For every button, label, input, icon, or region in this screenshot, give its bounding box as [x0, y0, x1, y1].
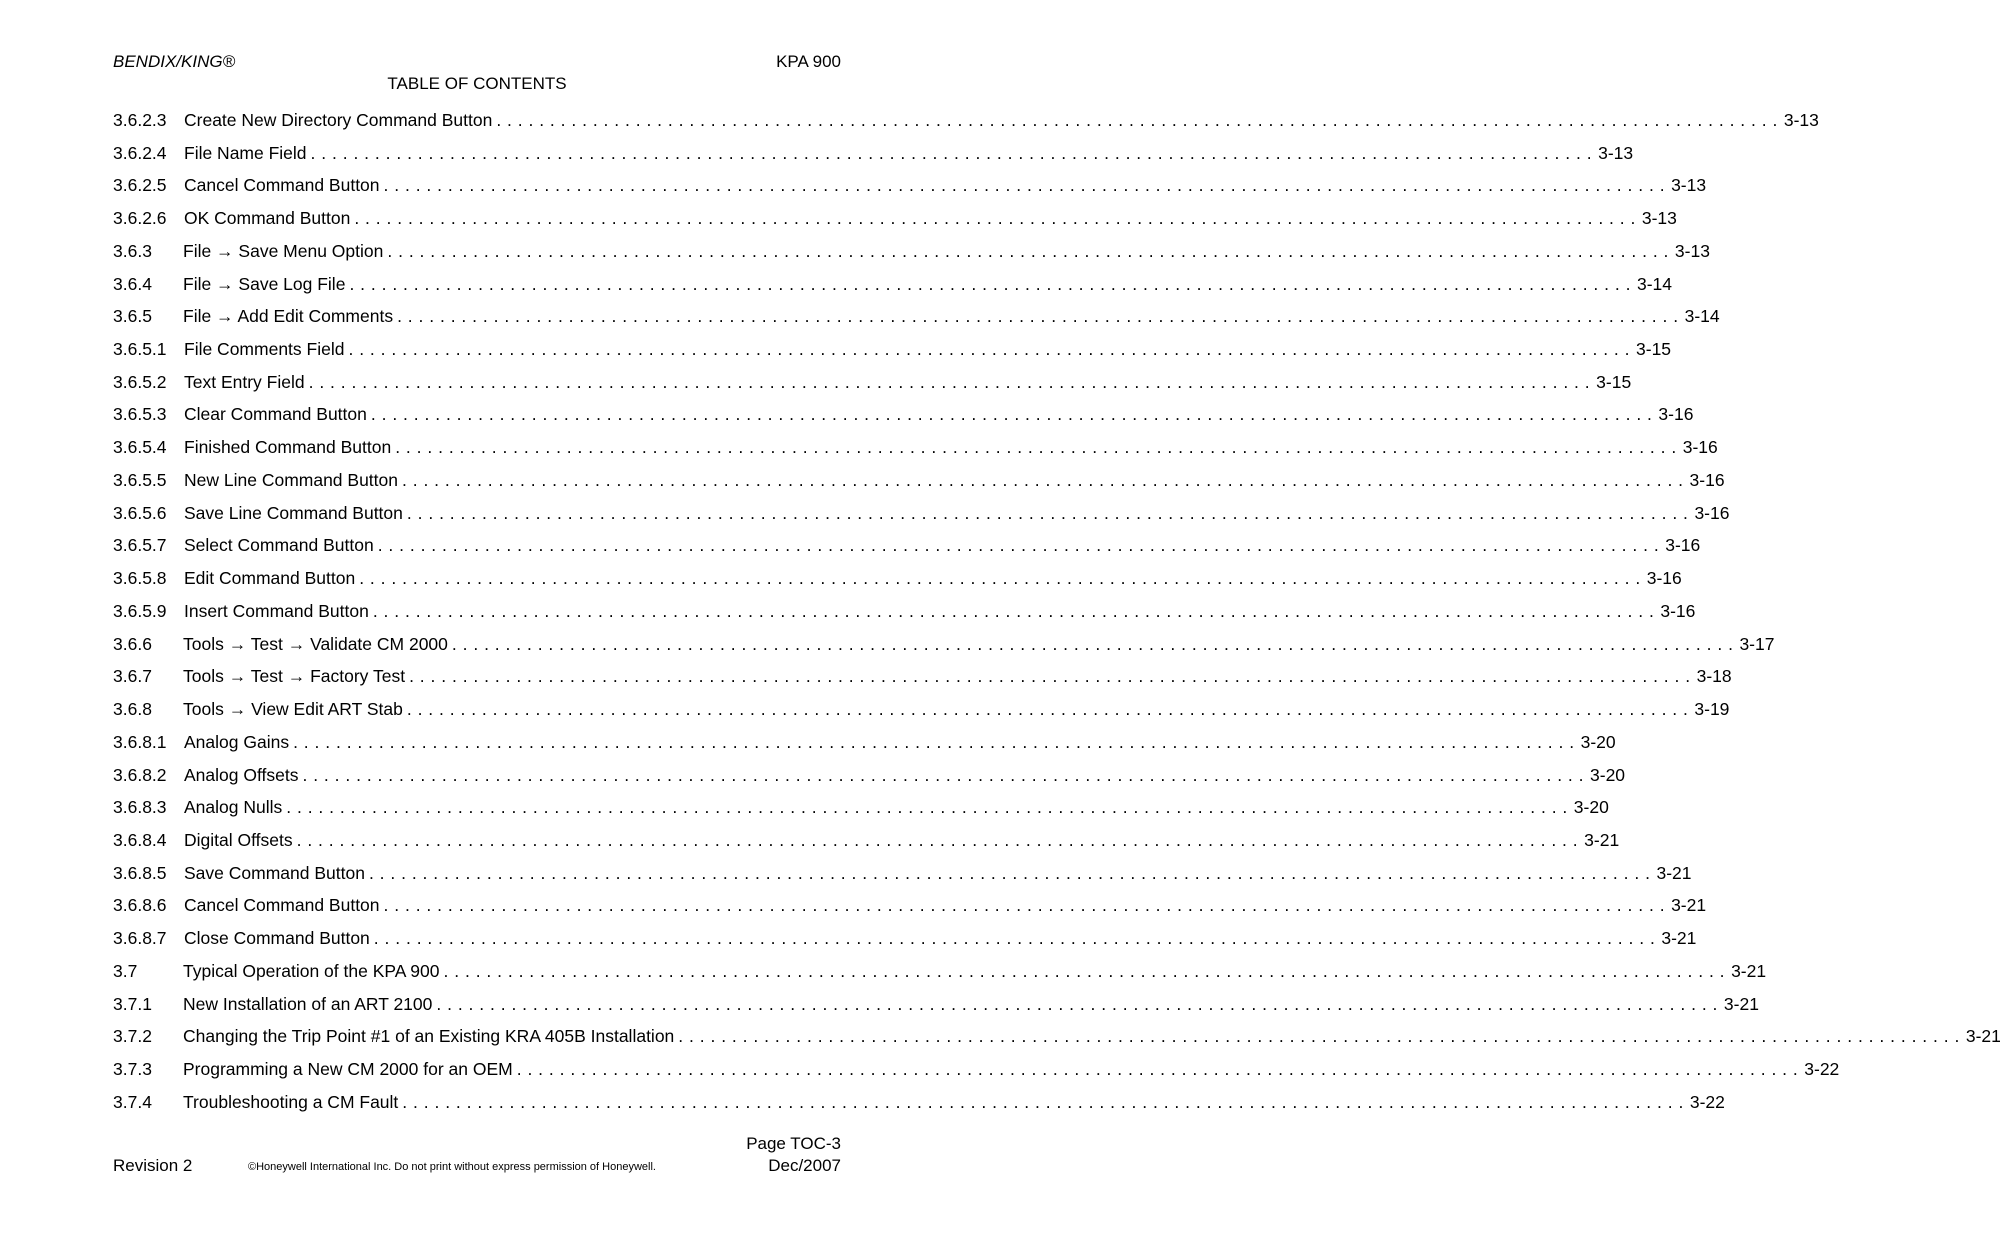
- footer-date: Dec/2007: [768, 1156, 841, 1175]
- toc-leader-dots: . . . . . . . . . . . . . . . . . . . . . . . . . . . . . . . . . . . . . . . . . . . . . . . . . . . . . . . . . . . . . . . . . . . . . . . . . . . . . . . . . . . . . . . . . . . . . . . . . . . . . . . . . . . . . . . . . . . . . . . .: [402, 1091, 1684, 1112]
- toc-entry[interactable]: [113, 955, 1767, 988]
- toc-entry-number: 3.6.5.9: [113, 600, 167, 621]
- toc-entry-number: 3.6.8.4: [113, 830, 167, 851]
- toc-entry-title: Create New Directory Command Button: [184, 109, 493, 130]
- toc-entry[interactable]: [113, 104, 1819, 137]
- toc-entry-page: 3-14: [1684, 306, 1720, 327]
- toc-entry-page: 3-17: [1739, 633, 1775, 654]
- toc-entry-page: 3-16: [1660, 600, 1696, 621]
- toc-entry-page: 3-15: [1636, 339, 1672, 359]
- toc-entry-number: 3.6.5.4: [113, 437, 167, 458]
- toc-entry-page: 3-20: [1580, 731, 1616, 752]
- footer-revision: Revision 2: [113, 1156, 193, 1175]
- toc-leader-dots: . . . . . . . . . . . . . . . . . . . . . . . . . . . . . . . . . . . . . . . . . . . . . . . . . . . . . . . . . . . . . . . . . . . . . . . . . . . . . . . . . . . . . . . . . . . . . . . . . . . . . . . . . . . . . . . . . . . . . . . .: [368, 862, 1651, 883]
- toc-entry[interactable]: [113, 890, 1707, 923]
- toc-entry-title: Close Command Button: [184, 928, 370, 949]
- toc-entry[interactable]: [113, 497, 1730, 530]
- toc-leader-dots: . . . . . . . . . . . . . . . . . . . . . . . . . . . . . . . . . . . . . . . . . . . . . . . . . . . . . . . . . . . . . . . . . . . . . . . . . . . . . . . . . . . . . . . . . . . . . . . . . . . . . . . . . . . . . . . . . . . . . . . .: [383, 175, 1666, 196]
- toc-leader-dots: . . . . . . . . . . . . . . . . . . . . . . . . . . . . . . . . . . . . . . . . . . . . . . . . . . . . . . . . . . . . . . . . . . . . . . . . . . . . . . . . . . . . . . . . . . . . . . . . . . . . . . . . . . . . . . . . . . . . . . . .: [397, 306, 1679, 327]
- toc-entry[interactable]: [113, 922, 1697, 955]
- toc-entry-page: 3-21: [1723, 993, 1759, 1014]
- toc-entry-number: 3.6.5: [113, 306, 152, 327]
- toc-entry-number: 3.6.3: [113, 240, 152, 261]
- toc-entry[interactable]: [113, 1053, 1840, 1086]
- toc-entry[interactable]: [113, 693, 1730, 726]
- toc-entry[interactable]: [113, 791, 1609, 824]
- toc-entry-number: 3.6.8.5: [113, 862, 167, 883]
- toc-entry-number: 3.7.3: [113, 1059, 152, 1080]
- toc-leader-dots: . . . . . . . . . . . . . . . . . . . . . . . . . . . . . . . . . . . . . . . . . . . . . . . . . . . . . . . . . . . . . . . . . . . . . . . . . . . . . . . . . . . . . . . . . . . . . . . . . . . . . . . . . . . . . . . . . . . . . . . .: [383, 895, 1666, 916]
- toc-entry-page: 3-19: [1694, 699, 1730, 720]
- toc-leader-dots: . . . . . . . . . . . . . . . . . . . . . . . . . . . . . . . . . . . . . . . . . . . . . . . . . . . . . . . . . . . . . . . . . . . . . . . . . . . . . . . . . . . . . . . . . . . . . . . . . . . . . . . . . . . . . . . . . . . . . . . .: [359, 568, 1641, 589]
- toc-entry-title: OK Command Button: [184, 208, 351, 229]
- toc-entry-number: 3.6.7: [113, 666, 152, 687]
- toc-entry[interactable]: [113, 857, 1692, 890]
- toc-entry-title: Tools → View Edit ART Stab: [183, 699, 403, 720]
- toc-leader-dots: . . . . . . . . . . . . . . . . . . . . . . . . . . . . . . . . . . . . . . . . . . . . . . . . . . . . . . . . . . . . . . . . . . . . . . . . . . . . . . . . . . . . . . . . . . . . . . . . . . . . . . . . . . . . . . . . . . . . . . . .: [302, 764, 1585, 785]
- toc-entry-page: 3-21: [1965, 1026, 2001, 1047]
- toc-leader-dots: . . . . . . . . . . . . . . . . . . . . . . . . . . . . . . . . . . . . . . . . . . . . . . . . . . . . . . . . . . . . . . . . . . . . . . . . . . . . . . . . . . . . . . . . . . . . . . . . . . . . . . . . . . . . . . . . . . . . . . . .: [496, 109, 1778, 130]
- toc-entry-title: Text Entry Field: [184, 371, 305, 392]
- toc-entry-page: 3-14: [1636, 273, 1673, 294]
- toc-entry[interactable]: [113, 988, 1759, 1021]
- toc-entry-title: File → Save Menu Option: [183, 240, 384, 261]
- toc-entry-number: 3.6.8.3: [113, 797, 167, 818]
- toc-entry-title: New Installation of an ART 2100: [183, 993, 433, 1014]
- toc-entry[interactable]: [113, 726, 1616, 759]
- toc-entry[interactable]: [113, 431, 1718, 464]
- toc-entry-title: Clear Command Button: [184, 404, 367, 425]
- toc-entry[interactable]: [113, 464, 1725, 497]
- toc-entry-title: Programming a New CM 2000 for an OEM: [183, 1059, 513, 1080]
- toc-leader-dots: . . . . . . . . . . . . . . . . . . . . . . . . . . . . . . . . . . . . . . . . . . . . . . . . . . . . . . . . . . . . . . . . . . . . . . . . . . . . . . . . . . . . . . . . . . . . . . . . . . . . . . . . . . . . . . . . . . . . . . . .: [348, 339, 1631, 359]
- toc-entry-title: File → Save Log File: [183, 273, 346, 294]
- toc-entry-title: Tools → Test → Validate CM 2000: [183, 633, 448, 654]
- toc-leader-dots: . . . . . . . . . . . . . . . . . . . . . . . . . . . . . . . . . . . . . . . . . . . . . . . . . . . . . . . . . . . . . . . . . . . . . . . . . . . . . . . . . . . . . . . . . . . . . . . . . . . . . . . . . . . . . . . . . . . . . . . .: [443, 960, 1726, 981]
- toc-entry-number: 3.6.8.1: [113, 731, 167, 752]
- toc-entry-number: 3.7.1: [113, 993, 152, 1014]
- toc-entry-page: 3-20: [1573, 797, 1609, 818]
- footer-copyright: ©Honeywell International Inc. Do not print without express permission of Honeywell.: [248, 1161, 656, 1173]
- toc-entry-number: 3.7.2: [113, 1026, 152, 1047]
- toc-entry-page: 3-21: [1671, 895, 1707, 916]
- toc-entry-number: 3.6.5.3: [113, 404, 167, 425]
- toc-entry-title: Changing the Trip Point #1 of an Existing KRA 405B Installation: [183, 1026, 675, 1047]
- toc-entry-number: 3.6.5.8: [113, 568, 167, 589]
- toc-entry-number: 3.6.2.6: [113, 208, 167, 229]
- toc-entry-title: File Comments Field: [184, 339, 345, 359]
- toc-entry-title: Analog Gains: [184, 731, 290, 752]
- toc-entry-page: 3-16: [1689, 469, 1725, 490]
- toc-entry-number: 3.6.8.6: [113, 895, 167, 916]
- header-product: KPA 900: [776, 52, 841, 71]
- toc-entry[interactable]: [113, 660, 1732, 693]
- toc-entry-number: 3.7.4: [113, 1091, 152, 1112]
- toc-leader-dots: . . . . . . . . . . . . . . . . . . . . . . . . . . . . . . . . . . . . . . . . . . . . . . . . . . . . . . . . . . . . . . . . . . . . . . . . . . . . . . . . . . . . . . . . . . . . . . . . . . . . . . . . . . . . . . . . . . . . . . . .: [372, 600, 1655, 621]
- toc-leader-dots: . . . . . . . . . . . . . . . . . . . . . . . . . . . . . . . . . . . . . . . . . . . . . . . . . . . . . . . . . . . . . . . . . . . . . . . . . . . . . . . . . . . . . . . . . . . . . . . . . . . . . . . . . . . . . . . . . . . . . . . .: [310, 142, 1593, 163]
- toc-entry-page: 3-22: [1804, 1059, 1840, 1080]
- toc-leader-dots: . . . . . . . . . . . . . . . . . . . . . . . . . . . . . . . . . . . . . . . . . . . . . . . . . . . . . . . . . . . . . . . . . . . . . . . . . . . . . . . . . . . . . . . . . . . . . . . . . . . . . . . . . . . . . . . . . . . . . . . .: [354, 208, 1636, 229]
- toc-leader-dots: . . . . . . . . . . . . . . . . . . . . . . . . . . . . . . . . . . . . . . . . . . . . . . . . . . . . . . . . . . . . . . . . . . . . . . . . . . . . . . . . . . . . . . . . . . . . . . . . . . . . . . . . . . . . . . . . . . . . . . . .: [308, 371, 1591, 392]
- toc-entry[interactable]: [113, 759, 1626, 792]
- toc-entry-page: 3-16: [1665, 535, 1701, 556]
- toc-entry-page: 3-13: [1674, 240, 1710, 261]
- toc-entry-title: Insert Command Button: [184, 600, 369, 621]
- toc-entry[interactable]: [113, 399, 1694, 432]
- toc-entry-number: 3.6.5.7: [113, 535, 167, 556]
- toc-entry[interactable]: [113, 1086, 1725, 1119]
- toc-entry-page: 3-16: [1646, 568, 1682, 589]
- toc-entry-page: 3-21: [1661, 928, 1697, 949]
- toc-entry-number: 3.6.6: [113, 633, 152, 654]
- toc-entry[interactable]: [113, 824, 1620, 857]
- toc-leader-dots: . . . . . . . . . . . . . . . . . . . . . . . . . . . . . . . . . . . . . . . . . . . . . . . . . . . . . . . . . . . . . . . . . . . . . . . . . . . . . . . . . . . . . . . . . . . . . . . . . . . . . . . . . . . . . . . . . . . . . . . .: [406, 502, 1689, 523]
- toc-entry-page: 3-16: [1658, 404, 1694, 425]
- toc-leader-dots: . . . . . . . . . . . . . . . . . . . . . . . . . . . . . . . . . . . . . . . . . . . . . . . . . . . . . . . . . . . . . . . . . . . . . . . . . . . . . . . . . . . . . . . . . . . . . . . . . . . . . . . . . . . . . . . . . . . . . . . .: [349, 273, 1631, 294]
- toc-leader-dots: . . . . . . . . . . . . . . . . . . . . . . . . . . . . . . . . . . . . . . . . . . . . . . . . . . . . . . . . . . . . . . . . . . . . . . . . . . . . . . . . . . . . . . . . . . . . . . . . . . . . . . . . . . . . . . . . . . . . . . . .: [406, 699, 1689, 720]
- toc-entry-page: 3-18: [1696, 666, 1732, 687]
- toc-entry-title: Analog Nulls: [184, 797, 283, 818]
- toc-entry-page: 3-13: [1783, 109, 1819, 130]
- toc-entry-title: New Line Command Button: [184, 469, 398, 490]
- toc-entry-title: Cancel Command Button: [184, 175, 380, 196]
- toc-leader-dots: . . . . . . . . . . . . . . . . . . . . . . . . . . . . . . . . . . . . . . . . . . . . . . . . . . . . . . . . . . . . . . . . . . . . . . . . . . . . . . . . . . . . . . . . . . . . . . . . . . . . . . . . . . . . . . . . . . . . . . . .: [370, 404, 1653, 425]
- toc-entry-title: Save Line Command Button: [184, 502, 403, 523]
- toc-entry-title: Select Command Button: [184, 535, 374, 556]
- toc-entry-page: 3-21: [1584, 830, 1620, 851]
- toc-entry-title: Cancel Command Button: [184, 895, 380, 916]
- toc-entry-number: 3.6.2.3: [113, 109, 167, 130]
- table-of-contents: [113, 104, 2001, 1119]
- toc-entry-page: 3-21: [1656, 862, 1692, 883]
- toc-entry-title: Digital Offsets: [184, 830, 293, 851]
- toc-entry-number: 3.6.8: [113, 699, 152, 720]
- toc-entry-title: File → Add Edit Comments: [183, 306, 394, 327]
- toc-entry-number: 3.6.4: [113, 273, 152, 294]
- toc-leader-dots: . . . . . . . . . . . . . . . . . . . . . . . . . . . . . . . . . . . . . . . . . . . . . . . . . . . . . . . . . . . . . . . . . . . . . . . . . . . . . . . . . . . . . . . . . . . . . . . . . . . . . . . . . . . . . . . . . . . . . . . .: [377, 535, 1660, 556]
- toc-entry-number: 3.6.2.4: [113, 142, 167, 163]
- toc-leader-dots: . . . . . . . . . . . . . . . . . . . . . . . . . . . . . . . . . . . . . . . . . . . . . . . . . . . . . . . . . . . . . . . . . . . . . . . . . . . . . . . . . . . . . . . . . . . . . . . . . . . . . . . . . . . . . . . . . . . . . . . .: [451, 633, 1734, 654]
- toc-entry-page: 3-16: [1694, 502, 1730, 523]
- toc-leader-dots: . . . . . . . . . . . . . . . . . . . . . . . . . . . . . . . . . . . . . . . . . . . . . . . . . . . . . . . . . . . . . . . . . . . . . . . . . . . . . . . . . . . . . . . . . . . . . . . . . . . . . . . . . . . . . . . . . . . . . . . .: [409, 666, 1691, 687]
- toc-leader-dots: . . . . . . . . . . . . . . . . . . . . . . . . . . . . . . . . . . . . . . . . . . . . . . . . . . . . . . . . . . . . . . . . . . . . . . . . . . . . . . . . . . . . . . . . . . . . . . . . . . . . . . . . . . . . . . . . . . . . . . . .: [516, 1059, 1799, 1080]
- toc-entry-page: 3-22: [1689, 1091, 1725, 1112]
- toc-entry[interactable]: [113, 366, 1632, 399]
- footer-page-number: Page TOC-3: [746, 1134, 841, 1153]
- toc-entry-page: 3-16: [1682, 437, 1718, 458]
- toc-entry-number: 3.6.8.7: [113, 928, 167, 949]
- toc-entry[interactable]: [113, 628, 1775, 661]
- toc-entry[interactable]: [113, 169, 1707, 202]
- header-brand: BENDIX/KING®: [113, 52, 236, 71]
- toc-entry[interactable]: [113, 268, 1673, 301]
- toc-entry[interactable]: [113, 562, 1682, 595]
- toc-entry-number: 3.7: [113, 960, 138, 981]
- toc-entry-number: 3.6.5.2: [113, 371, 167, 392]
- toc-leader-dots: . . . . . . . . . . . . . . . . . . . . . . . . . . . . . . . . . . . . . . . . . . . . . . . . . . . . . . . . . . . . . . . . . . . . . . . . . . . . . . . . . . . . . . . . . . . . . . . . . . . . . . . . . . . . . . . . . . . . . . . .: [293, 731, 1575, 752]
- toc-entry-title: Analog Offsets: [184, 764, 299, 785]
- toc-leader-dots: . . . . . . . . . . . . . . . . . . . . . . . . . . . . . . . . . . . . . . . . . . . . . . . . . . . . . . . . . . . . . . . . . . . . . . . . . . . . . . . . . . . . . . . . . . . . . . . . . . . . . . . . . . . . . . . . . . . . . . . .: [296, 830, 1579, 851]
- toc-leader-dots: . . . . . . . . . . . . . . . . . . . . . . . . . . . . . . . . . . . . . . . . . . . . . . . . . . . . . . . . . . . . . . . . . . . . . . . . . . . . . . . . . . . . . . . . . . . . . . . . . . . . . . . . . . . . . . . . . . . . . . . .: [286, 797, 1568, 818]
- toc-entry[interactable]: [113, 202, 1677, 235]
- toc-entry[interactable]: [113, 137, 1634, 170]
- toc-entry[interactable]: [113, 333, 1672, 366]
- toc-entry-title: Typical Operation of the KPA 900: [183, 960, 440, 981]
- toc-entry-page: 3-20: [1590, 764, 1626, 785]
- toc-entry-title: Save Command Button: [184, 862, 365, 883]
- toc-entry-page: 3-21: [1731, 960, 1767, 981]
- toc-entry-number: 3.6.5.6: [113, 502, 167, 523]
- toc-entry-page: 3-13: [1671, 175, 1707, 196]
- toc-entry-title: File Name Field: [184, 142, 307, 163]
- toc-entry-number: 3.6.5.1: [113, 339, 167, 359]
- toc-leader-dots: . . . . . . . . . . . . . . . . . . . . . . . . . . . . . . . . . . . . . . . . . . . . . . . . . . . . . . . . . . . . . . . . . . . . . . . . . . . . . . . . . . . . . . . . . . . . . . . . . . . . . . . . . . . . . . . . . . . . . . . .: [436, 993, 1718, 1014]
- toc-entry-title: Tools → Test → Factory Test: [183, 666, 406, 687]
- toc-entry-page: 3-13: [1641, 208, 1677, 229]
- toc-entry[interactable]: [113, 530, 1701, 563]
- toc-leader-dots: . . . . . . . . . . . . . . . . . . . . . . . . . . . . . . . . . . . . . . . . . . . . . . . . . . . . . . . . . . . . . . . . . . . . . . . . . . . . . . . . . . . . . . . . . . . . . . . . . . . . . . . . . . . . . . . . . . . . . . . .: [387, 240, 1669, 261]
- toc-entry-title: Edit Command Button: [184, 568, 356, 589]
- toc-entry-number: 3.6.2.5: [113, 175, 167, 196]
- toc-entry-page: 3-15: [1596, 371, 1632, 392]
- toc-entry[interactable]: [113, 595, 1696, 628]
- toc-leader-dots: . . . . . . . . . . . . . . . . . . . . . . . . . . . . . . . . . . . . . . . . . . . . . . . . . . . . . . . . . . . . . . . . . . . . . . . . . . . . . . . . . . . . . . . . . . . . . . . . . . . . . . . . . . . . . . . . . . . . . . . .: [678, 1026, 1960, 1047]
- toc-entry[interactable]: [113, 1021, 2001, 1054]
- toc-entry[interactable]: [113, 300, 1720, 333]
- toc-entry[interactable]: [113, 235, 1710, 268]
- toc-entry-title: Finished Command Button: [184, 437, 392, 458]
- page-title: TABLE OF CONTENTS: [387, 74, 567, 93]
- toc-leader-dots: . . . . . . . . . . . . . . . . . . . . . . . . . . . . . . . . . . . . . . . . . . . . . . . . . . . . . . . . . . . . . . . . . . . . . . . . . . . . . . . . . . . . . . . . . . . . . . . . . . . . . . . . . . . . . . . . . . . . . . . .: [373, 928, 1656, 949]
- toc-entry-number: 3.6.5.5: [113, 469, 167, 490]
- toc-entry-title: Troubleshooting a CM Fault: [183, 1091, 399, 1112]
- toc-entry-number: 3.6.8.2: [113, 764, 167, 785]
- toc-entry-page: 3-13: [1598, 142, 1634, 163]
- toc-leader-dots: . . . . . . . . . . . . . . . . . . . . . . . . . . . . . . . . . . . . . . . . . . . . . . . . . . . . . . . . . . . . . . . . . . . . . . . . . . . . . . . . . . . . . . . . . . . . . . . . . . . . . . . . . . . . . . . . . . . . . . . .: [395, 437, 1677, 458]
- toc-leader-dots: . . . . . . . . . . . . . . . . . . . . . . . . . . . . . . . . . . . . . . . . . . . . . . . . . . . . . . . . . . . . . . . . . . . . . . . . . . . . . . . . . . . . . . . . . . . . . . . . . . . . . . . . . . . . . . . . . . . . . . . .: [402, 469, 1684, 490]
